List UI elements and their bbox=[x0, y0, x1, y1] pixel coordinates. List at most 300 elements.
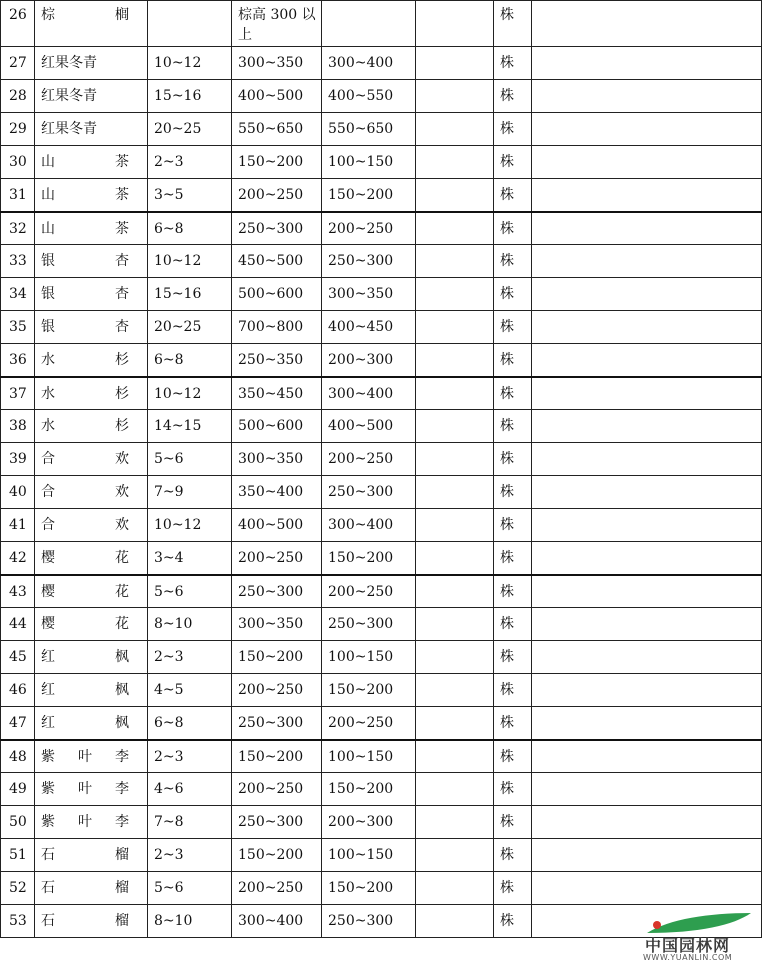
plant-name-char: 合 bbox=[41, 517, 55, 533]
trunk-diameter: 7~8 bbox=[148, 806, 232, 839]
plant-name bbox=[35, 509, 148, 542]
unit-cell: 株 bbox=[494, 542, 532, 575]
blank-cell bbox=[416, 674, 494, 707]
plant-name-char: 杏 bbox=[115, 286, 129, 302]
row-number: 46 bbox=[1, 674, 35, 707]
unit-cell: 株 bbox=[494, 47, 532, 80]
crown-width: 200~250 bbox=[322, 707, 416, 740]
remark-cell bbox=[532, 806, 762, 839]
row-number: 35 bbox=[1, 311, 35, 344]
table-row bbox=[1, 179, 762, 212]
trunk-diameter: 6~8 bbox=[148, 707, 232, 740]
blank-cell bbox=[416, 47, 494, 80]
plant-name-char: 枫 bbox=[115, 715, 129, 731]
table-row bbox=[1, 476, 762, 509]
plant-height: 250~350 bbox=[232, 344, 322, 377]
plant-name-char: 棕 bbox=[41, 7, 55, 23]
row-number: 49 bbox=[1, 773, 35, 806]
unit-cell: 株 bbox=[494, 740, 532, 773]
trunk-diameter: 20~25 bbox=[148, 311, 232, 344]
row-number: 34 bbox=[1, 278, 35, 311]
crown-width bbox=[322, 1, 416, 47]
blank-cell bbox=[416, 575, 494, 608]
row-number: 51 bbox=[1, 839, 35, 872]
plant-name bbox=[35, 476, 148, 509]
blank-cell bbox=[416, 377, 494, 410]
blank-cell bbox=[416, 476, 494, 509]
blank-cell bbox=[416, 80, 494, 113]
plant-name-char: 石 bbox=[41, 847, 55, 863]
plant-height: 300~350 bbox=[232, 443, 322, 476]
blank-cell bbox=[416, 146, 494, 179]
table-row bbox=[1, 740, 762, 773]
plant-name-char: 樱 bbox=[41, 616, 55, 632]
trunk-diameter: 4~6 bbox=[148, 773, 232, 806]
plant-name-char: 李 bbox=[115, 748, 129, 765]
trunk-diameter: 15~16 bbox=[148, 278, 232, 311]
plant-name bbox=[35, 806, 148, 839]
plant-height: 400~500 bbox=[232, 80, 322, 113]
plant-name bbox=[35, 311, 148, 344]
table-row bbox=[1, 311, 762, 344]
trunk-diameter: 7~9 bbox=[148, 476, 232, 509]
plant-height: 200~250 bbox=[232, 773, 322, 806]
row-number: 36 bbox=[1, 344, 35, 377]
plant-name-char: 合 bbox=[41, 451, 55, 467]
blank-cell bbox=[416, 410, 494, 443]
plant-name-char: 杏 bbox=[115, 253, 129, 269]
trunk-diameter: 2~3 bbox=[148, 146, 232, 179]
plant-name-char: 紫 bbox=[41, 781, 55, 797]
table-row bbox=[1, 146, 762, 179]
row-number: 39 bbox=[1, 443, 35, 476]
table-row bbox=[1, 773, 762, 806]
crown-width: 300~400 bbox=[322, 47, 416, 80]
blank-cell bbox=[416, 872, 494, 905]
trunk-diameter: 6~8 bbox=[148, 212, 232, 245]
row-number: 42 bbox=[1, 542, 35, 575]
remark-cell bbox=[532, 146, 762, 179]
plant-height: 550~650 bbox=[232, 113, 322, 146]
plant-name bbox=[35, 410, 148, 443]
plant-name bbox=[35, 179, 148, 212]
blank-cell bbox=[416, 245, 494, 278]
trunk-diameter: 5~6 bbox=[148, 575, 232, 608]
crown-width: 100~150 bbox=[322, 641, 416, 674]
remark-cell bbox=[532, 179, 762, 212]
unit-cell: 株 bbox=[494, 806, 532, 839]
plant-name bbox=[35, 278, 148, 311]
table-row bbox=[1, 245, 762, 278]
crown-width: 300~400 bbox=[322, 509, 416, 542]
trunk-diameter: 8~10 bbox=[148, 905, 232, 938]
remark-cell bbox=[532, 113, 762, 146]
plant-name-char: 紫 bbox=[41, 814, 55, 830]
trunk-diameter: 10~12 bbox=[148, 47, 232, 80]
crown-width: 100~150 bbox=[322, 740, 416, 773]
plant-name-char: 红 bbox=[41, 649, 55, 665]
plant-name bbox=[35, 212, 148, 245]
table-row bbox=[1, 212, 762, 245]
plant-name-char: 榴 bbox=[115, 880, 129, 896]
watermark-brand: 中国园林网 bbox=[645, 936, 731, 955]
crown-width: 300~350 bbox=[322, 278, 416, 311]
plant-height: 450~500 bbox=[232, 245, 322, 278]
plant-height: 200~250 bbox=[232, 872, 322, 905]
crown-width: 150~200 bbox=[322, 674, 416, 707]
table-row bbox=[1, 872, 762, 905]
crown-width: 400~500 bbox=[322, 410, 416, 443]
plant-name-char: 花 bbox=[115, 616, 129, 632]
plant-name-char: 枫 bbox=[115, 649, 129, 665]
plant-name bbox=[35, 905, 148, 938]
trunk-diameter: 8~10 bbox=[148, 608, 232, 641]
blank-cell bbox=[416, 1, 494, 47]
blank-cell bbox=[416, 344, 494, 377]
unit-cell: 株 bbox=[494, 146, 532, 179]
plant-name bbox=[35, 1, 148, 47]
plant-height: 150~200 bbox=[232, 146, 322, 179]
plant-name-char: 红 bbox=[41, 715, 55, 731]
unit-cell: 株 bbox=[494, 410, 532, 443]
remark-cell bbox=[532, 575, 762, 608]
blank-cell bbox=[416, 509, 494, 542]
remark-cell bbox=[532, 410, 762, 443]
plant-name-char: 红果冬青 bbox=[41, 55, 97, 71]
row-number: 33 bbox=[1, 245, 35, 278]
table-row bbox=[1, 806, 762, 839]
unit-cell: 株 bbox=[494, 608, 532, 641]
plant-name bbox=[35, 542, 148, 575]
unit-cell: 株 bbox=[494, 212, 532, 245]
row-number: 48 bbox=[1, 740, 35, 773]
plant-name bbox=[35, 377, 148, 410]
unit-cell: 株 bbox=[494, 1, 532, 47]
remark-cell bbox=[532, 443, 762, 476]
plant-name-char: 红果冬青 bbox=[41, 88, 97, 104]
table-row bbox=[1, 278, 762, 311]
unit-cell: 株 bbox=[494, 905, 532, 938]
remark-cell bbox=[532, 278, 762, 311]
plant-name-char: 叶 bbox=[78, 748, 92, 765]
plant-name-char: 茶 bbox=[115, 187, 129, 203]
plant-height: 200~250 bbox=[232, 179, 322, 212]
plant-name-char: 杏 bbox=[115, 319, 129, 335]
blank-cell bbox=[416, 806, 494, 839]
plant-name-char: 山 bbox=[41, 187, 55, 203]
table-row bbox=[1, 113, 762, 146]
blank-cell bbox=[416, 740, 494, 773]
unit-cell: 株 bbox=[494, 839, 532, 872]
plant-name bbox=[35, 608, 148, 641]
plant-height: 350~400 bbox=[232, 476, 322, 509]
trunk-diameter: 10~12 bbox=[148, 245, 232, 278]
unit-cell: 株 bbox=[494, 377, 532, 410]
plant-name bbox=[35, 707, 148, 740]
unit-cell: 株 bbox=[494, 179, 532, 212]
plant-name-char: 叶 bbox=[78, 781, 92, 797]
plant-height: 棕高 300 以上 bbox=[232, 1, 322, 47]
remark-cell bbox=[532, 608, 762, 641]
plant-height: 400~500 bbox=[232, 509, 322, 542]
trunk-diameter: 5~6 bbox=[148, 872, 232, 905]
blank-cell bbox=[416, 179, 494, 212]
unit-cell: 株 bbox=[494, 80, 532, 113]
crown-width: 300~400 bbox=[322, 377, 416, 410]
row-number: 53 bbox=[1, 905, 35, 938]
crown-width: 200~250 bbox=[322, 443, 416, 476]
table-row bbox=[1, 47, 762, 80]
blank-cell bbox=[416, 773, 494, 806]
blank-cell bbox=[416, 278, 494, 311]
crown-width: 150~200 bbox=[322, 179, 416, 212]
blank-cell bbox=[416, 608, 494, 641]
plant-name bbox=[35, 641, 148, 674]
remark-cell bbox=[532, 773, 762, 806]
remark-cell bbox=[532, 1, 762, 47]
crown-width: 250~300 bbox=[322, 608, 416, 641]
table-row bbox=[1, 641, 762, 674]
blank-cell bbox=[416, 542, 494, 575]
plant-name-char: 欢 bbox=[115, 484, 129, 500]
row-number: 28 bbox=[1, 80, 35, 113]
remark-cell bbox=[532, 542, 762, 575]
row-number: 41 bbox=[1, 509, 35, 542]
table-row bbox=[1, 542, 762, 575]
table-row bbox=[1, 377, 762, 410]
plant-name-char: 杉 bbox=[115, 418, 129, 434]
unit-cell: 株 bbox=[494, 872, 532, 905]
row-number: 47 bbox=[1, 707, 35, 740]
trunk-diameter: 2~3 bbox=[148, 839, 232, 872]
row-number: 44 bbox=[1, 608, 35, 641]
trunk-diameter: 10~12 bbox=[148, 509, 232, 542]
crown-width: 150~200 bbox=[322, 872, 416, 905]
plant-height: 150~200 bbox=[232, 740, 322, 773]
plant-height: 250~300 bbox=[232, 806, 322, 839]
remark-cell bbox=[532, 245, 762, 278]
remark-cell bbox=[532, 212, 762, 245]
blank-cell bbox=[416, 905, 494, 938]
remark-cell bbox=[532, 47, 762, 80]
crown-width: 250~300 bbox=[322, 245, 416, 278]
unit-cell: 株 bbox=[494, 509, 532, 542]
trunk-diameter: 3~5 bbox=[148, 179, 232, 212]
row-number: 38 bbox=[1, 410, 35, 443]
trunk-diameter: 3~4 bbox=[148, 542, 232, 575]
plant-name-char: 杉 bbox=[115, 352, 129, 368]
plant-name-char: 李 bbox=[115, 814, 129, 830]
plant-name bbox=[35, 740, 148, 773]
crown-width: 400~550 bbox=[322, 80, 416, 113]
row-number: 40 bbox=[1, 476, 35, 509]
remark-cell bbox=[532, 377, 762, 410]
trunk-diameter bbox=[148, 1, 232, 47]
plant-name-char: 花 bbox=[115, 550, 129, 566]
plant-name-char: 银 bbox=[41, 319, 55, 335]
plant-name bbox=[35, 839, 148, 872]
unit-cell: 株 bbox=[494, 113, 532, 146]
crown-width: 150~200 bbox=[322, 542, 416, 575]
plant-name-char: 榈 bbox=[115, 7, 129, 23]
table-row bbox=[1, 1, 762, 47]
remark-cell bbox=[532, 344, 762, 377]
plant-name-char: 水 bbox=[41, 418, 55, 434]
table-row bbox=[1, 443, 762, 476]
table-row bbox=[1, 344, 762, 377]
blank-cell bbox=[416, 212, 494, 245]
plant-name-char: 山 bbox=[41, 220, 55, 237]
plant-name-char: 山 bbox=[41, 154, 55, 170]
plant-name-char: 榴 bbox=[115, 913, 129, 929]
blank-cell bbox=[416, 311, 494, 344]
unit-cell: 株 bbox=[494, 344, 532, 377]
row-number: 32 bbox=[1, 212, 35, 245]
row-number: 50 bbox=[1, 806, 35, 839]
plant-name bbox=[35, 80, 148, 113]
row-number: 27 bbox=[1, 47, 35, 80]
plant-name-char: 樱 bbox=[41, 583, 55, 600]
plant-name-char: 樱 bbox=[41, 550, 55, 566]
plant-name bbox=[35, 146, 148, 179]
unit-cell: 株 bbox=[494, 707, 532, 740]
table-row bbox=[1, 674, 762, 707]
blank-cell bbox=[416, 707, 494, 740]
crown-width: 200~250 bbox=[322, 212, 416, 245]
crown-width: 100~150 bbox=[322, 839, 416, 872]
plant-name-char: 茶 bbox=[115, 220, 129, 237]
plant-name-char: 杉 bbox=[115, 385, 129, 402]
plant-name-char: 李 bbox=[115, 781, 129, 797]
plant-name-char: 石 bbox=[41, 880, 55, 896]
unit-cell: 株 bbox=[494, 311, 532, 344]
plant-name bbox=[35, 575, 148, 608]
plant-height: 300~350 bbox=[232, 608, 322, 641]
plant-height: 250~300 bbox=[232, 212, 322, 245]
crown-width: 250~300 bbox=[322, 476, 416, 509]
plant-height: 150~200 bbox=[232, 641, 322, 674]
row-number: 37 bbox=[1, 377, 35, 410]
trunk-diameter: 15~16 bbox=[148, 80, 232, 113]
watermark-logo bbox=[639, 911, 757, 965]
trunk-diameter: 10~12 bbox=[148, 377, 232, 410]
blank-cell bbox=[416, 443, 494, 476]
blank-cell bbox=[416, 641, 494, 674]
plant-name-char: 枫 bbox=[115, 682, 129, 698]
remark-cell bbox=[532, 80, 762, 113]
table-row bbox=[1, 707, 762, 740]
plant-height: 300~350 bbox=[232, 47, 322, 80]
trunk-diameter: 6~8 bbox=[148, 344, 232, 377]
unit-cell: 株 bbox=[494, 443, 532, 476]
trunk-diameter: 2~3 bbox=[148, 740, 232, 773]
plant-name bbox=[35, 47, 148, 80]
plant-name bbox=[35, 245, 148, 278]
trunk-diameter: 14~15 bbox=[148, 410, 232, 443]
blank-cell bbox=[416, 839, 494, 872]
table-row bbox=[1, 575, 762, 608]
plant-name bbox=[35, 113, 148, 146]
plant-name bbox=[35, 872, 148, 905]
plant-name-char: 石 bbox=[41, 913, 55, 929]
row-number: 43 bbox=[1, 575, 35, 608]
crown-width: 200~300 bbox=[322, 806, 416, 839]
crown-width: 400~450 bbox=[322, 311, 416, 344]
crown-width: 550~650 bbox=[322, 113, 416, 146]
crown-width: 100~150 bbox=[322, 146, 416, 179]
plant-name-char: 欢 bbox=[115, 517, 129, 533]
plant-name-char: 花 bbox=[115, 583, 129, 600]
crown-width: 250~300 bbox=[322, 905, 416, 938]
plant-height: 300~400 bbox=[232, 905, 322, 938]
remark-cell bbox=[532, 509, 762, 542]
plant-height: 250~300 bbox=[232, 575, 322, 608]
plant-name bbox=[35, 344, 148, 377]
plant-height: 700~800 bbox=[232, 311, 322, 344]
unit-cell: 株 bbox=[494, 641, 532, 674]
table-row bbox=[1, 80, 762, 113]
plant-name-char: 紫 bbox=[41, 748, 55, 765]
crown-width: 200~300 bbox=[322, 344, 416, 377]
plant-height: 500~600 bbox=[232, 278, 322, 311]
plant-name-char: 水 bbox=[41, 385, 55, 402]
crown-width: 200~250 bbox=[322, 575, 416, 608]
remark-cell bbox=[532, 674, 762, 707]
table-row bbox=[1, 410, 762, 443]
trunk-diameter: 2~3 bbox=[148, 641, 232, 674]
plant-height: 250~300 bbox=[232, 707, 322, 740]
remark-cell bbox=[532, 641, 762, 674]
watermark-url: WWW.YUANLIN.COM bbox=[643, 953, 733, 962]
remark-cell bbox=[532, 707, 762, 740]
remark-cell bbox=[532, 740, 762, 773]
plant-name-char: 合 bbox=[41, 484, 55, 500]
row-number: 31 bbox=[1, 179, 35, 212]
plant-name bbox=[35, 773, 148, 806]
blank-cell bbox=[416, 113, 494, 146]
unit-cell: 株 bbox=[494, 476, 532, 509]
plant-name-char: 叶 bbox=[78, 814, 92, 830]
table-row bbox=[1, 509, 762, 542]
row-number: 30 bbox=[1, 146, 35, 179]
row-number: 26 bbox=[1, 1, 35, 47]
plant-height: 350~450 bbox=[232, 377, 322, 410]
table-row bbox=[1, 608, 762, 641]
plant-name-char: 榴 bbox=[115, 847, 129, 863]
row-number: 45 bbox=[1, 641, 35, 674]
unit-cell: 株 bbox=[494, 245, 532, 278]
plant-height: 200~250 bbox=[232, 674, 322, 707]
plant-name-char: 银 bbox=[41, 286, 55, 302]
plant-name bbox=[35, 443, 148, 476]
plant-name-char: 水 bbox=[41, 352, 55, 368]
remark-cell bbox=[532, 311, 762, 344]
remark-cell bbox=[532, 872, 762, 905]
trunk-diameter: 4~5 bbox=[148, 674, 232, 707]
plant-height: 200~250 bbox=[232, 542, 322, 575]
plant-height: 150~200 bbox=[232, 839, 322, 872]
unit-cell: 株 bbox=[494, 278, 532, 311]
unit-cell: 株 bbox=[494, 773, 532, 806]
table-row bbox=[1, 839, 762, 872]
crown-width: 150~200 bbox=[322, 773, 416, 806]
remark-cell bbox=[532, 476, 762, 509]
row-number: 52 bbox=[1, 872, 35, 905]
plant-name-char: 红果冬青 bbox=[41, 121, 97, 137]
trunk-diameter: 5~6 bbox=[148, 443, 232, 476]
row-number: 29 bbox=[1, 113, 35, 146]
plant-name-char: 银 bbox=[41, 253, 55, 269]
